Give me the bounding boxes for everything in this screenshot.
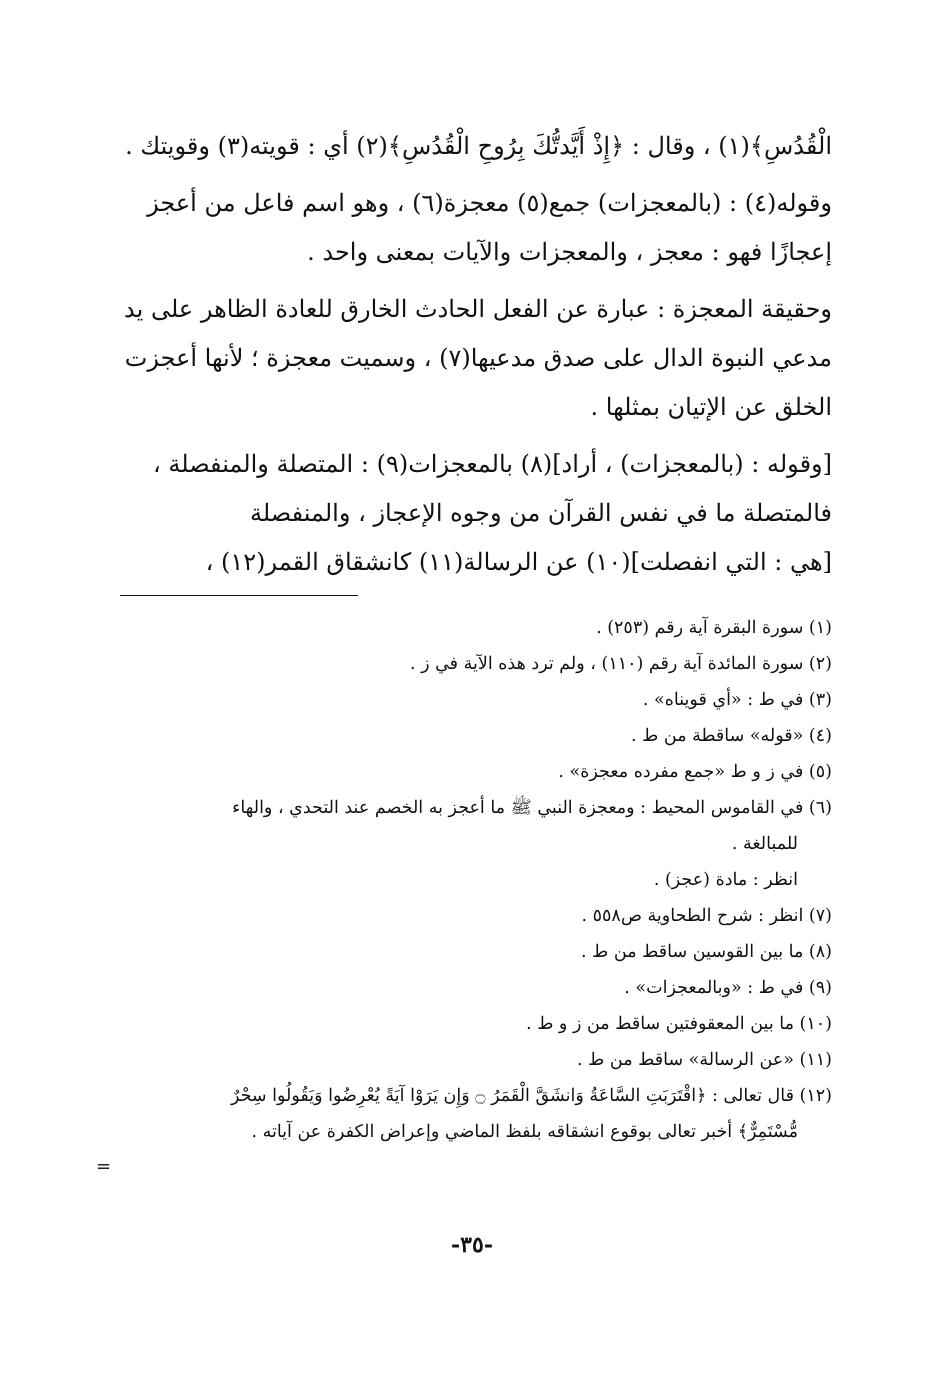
paragraph-3 — [120, 285, 832, 432]
footnote-6: (٦) في القاموس المحيط : ومعجزة النبي ﷺ ما أعجز به الخصم عند التحدي ، والهاء — [232, 798, 832, 818]
footnote-11: (١١) «عن الرسالة» ساقط من ط . — [577, 1050, 832, 1070]
footnote-6-reference: انظر : مادة (عجز) . — [653, 870, 798, 890]
footnote-3: (٣) في ط : «أي قويناه» . — [642, 690, 832, 710]
footnote-5: (٥) في ز و ط «جمع مفرده معجزة» . — [558, 762, 832, 782]
paragraph-4 — [120, 440, 832, 587]
footnotes — [120, 610, 832, 1150]
text-line: مدعي النبوة الدال على صدق مدعيها(٧) ، وسميت معجزة ؛ لأنها أعجزت — [124, 344, 832, 372]
footnote-8: (٨) ما بين القوسين ساقط من ط . — [581, 942, 832, 962]
text-line: الْقُدُسِ﴾(١) ، وقال : ﴿إِذْ أَيَّدتُّكَ بِرُوحِ الْقُدُسِ﴾(٢) أي : قويته(٣) وقويتك . — [125, 132, 832, 160]
text-line: الخلق عن الإتيان بمثلها . — [590, 393, 832, 421]
paragraph-1 — [120, 122, 832, 171]
footnote-6-continued: للمبالغة . — [731, 834, 798, 854]
footnote-4: (٤) «قوله» ساقطة من ط . — [631, 726, 832, 746]
footnote-2: (٢) سورة المائدة آية رقم (١١٠) ، ولم ترد هذه الآية في ز . — [409, 654, 832, 674]
paragraph-2 — [120, 179, 832, 277]
footnote-separator — [120, 595, 358, 596]
page-body — [120, 122, 832, 1150]
text-line: إعجازًا فهو : معجز ، والمعجزات والآيات بمعنى واحد . — [307, 238, 832, 266]
footnote-9: (٩) في ط : «وبالمعجزات» . — [624, 978, 832, 998]
text-line: وحقيقة المعجزة : عبارة عن الفعل الحادث الخارق للعادة الظاهر على يد — [124, 295, 832, 323]
footnote-7: (٧) انظر : شرح الطحاوية ص٥٥٨ . — [581, 906, 832, 926]
footnote-12-continued: مُّسْتَمِرٌّ﴾ أخبر تعالى بوقوع انشقاقه بلفظ الماضي وإعراض الكفرة عن آياته . — [251, 1122, 798, 1142]
text-line: [وقوله : (بالمعجزات) ، أراد](٨) بالمعجزات(٩) : المتصلة والمنفصلة ، — [153, 450, 832, 478]
text-line: وقوله(٤) : (بالمعجزات) جمع(٥) معجزة(٦) ، وهو اسم فاعل من أعجز — [147, 189, 832, 217]
text-line: [هي : التي انفصلت](١٠) عن الرسالة(١١) كانشقاق القمر(١٢) ، — [205, 548, 832, 576]
footnote-12: (١٢) قال تعالى : ﴿اقْتَرَبَتِ السَّاعَةُ وَانشَقَّ الْقَمَرُ ۝ وَإِن يَرَوْا آيَةً يُعْرِضُوا وَيَقُولُوا سِحْرٌ — [230, 1086, 832, 1106]
continuation-mark: = — [96, 1156, 112, 1177]
footnote-1: (١) سورة البقرة آية رقم (٢٥٣) . — [596, 618, 832, 638]
text-line: فالمتصلة ما في نفس القرآن من وجوه الإعجاز ، والمنفصلة — [249, 499, 832, 527]
page-number: -٣٥- — [451, 1232, 493, 1258]
footnote-10: (١٠) ما بين المعقوفتين ساقط من ز و ط . — [526, 1014, 832, 1034]
